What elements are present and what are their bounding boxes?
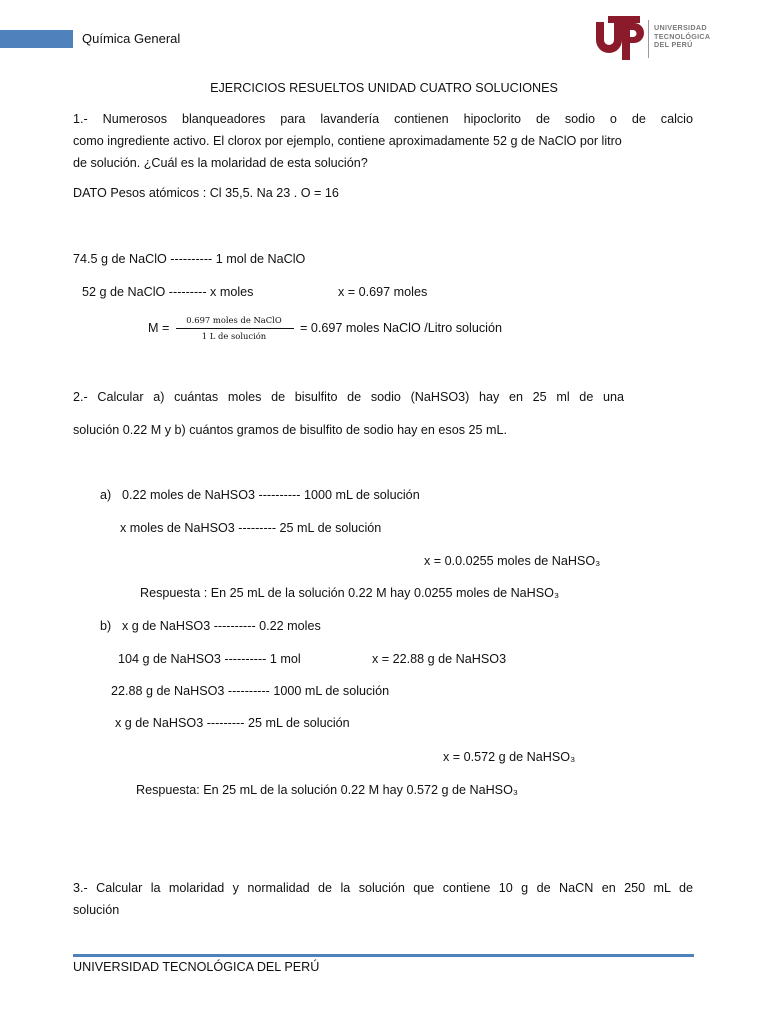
- logo-line-1: UNIVERSIDAD: [654, 23, 707, 32]
- q2-b-step-4: x g de NaHSO3 --------- 25 mL de solución: [115, 716, 350, 730]
- logo-line-3: DEL PERÚ: [654, 40, 693, 50]
- q2-b-step-5: x = 0.572 g de NaHSO₃: [443, 750, 576, 764]
- q1-fraction-bar: [176, 328, 294, 329]
- logo-divider: [648, 20, 649, 58]
- utp-logo-mark-icon: [592, 14, 648, 64]
- q2-b-step-1: x g de NaHSO3 ---------- 0.22 moles: [122, 619, 321, 633]
- q1-fraction-numerator: 0.697 moles de NaClO: [186, 315, 282, 325]
- q2-part-a-label: a): [100, 488, 112, 502]
- footer-text: UNIVERSIDAD TECNOLÓGICA DEL PERÚ: [73, 960, 320, 974]
- q2-b-step-3: 22.88 g de NaHSO3 ---------- 1000 mL de solución: [111, 684, 390, 698]
- q3-line-1: 3.- Calcular la molaridad y normalidad de la solución que contiene 10 g de NaCN en 250 mL de: [73, 881, 693, 895]
- question-1-text: [73, 108, 693, 174]
- question-3-text: [73, 877, 693, 921]
- document-title: EJERCICIOS RESUELTOS UNIDAD CUATRO SOLUCIONES: [210, 81, 558, 95]
- q1-fraction-denominator: 1 L de solución: [201, 331, 267, 341]
- q2-b-answer: Respuesta: En 25 mL de la solución 0.22 M hay 0.572 g de NaHSO₃: [136, 783, 518, 797]
- q1-line-3: de solución. ¿Cuál es la molaridad de esta solución?: [73, 156, 368, 170]
- q2-b-step-2-result: x = 22.88 g de NaHSO3: [372, 652, 507, 666]
- logo-line-2: TECNOLÓGICA: [654, 31, 711, 41]
- q3-line-2: solución: [73, 903, 120, 917]
- q2-a-step-2: x moles de NaHSO3 --------- 25 mL de solución: [120, 521, 382, 535]
- q2-b-step-2: 104 g de NaHSO3 ---------- 1 mol: [118, 652, 301, 666]
- q1-step-2: 52 g de NaClO --------- x moles: [82, 285, 254, 299]
- q1-step-1: 74.5 g de NaClO ---------- 1 mol de NaClO: [73, 252, 306, 266]
- q2-line-2: solución 0.22 M y b) cuántos gramos de bisulfito de sodio hay en esos 25 mL.: [73, 423, 508, 437]
- q1-molarity-result: = 0.697 moles NaClO /Litro solución: [300, 321, 502, 335]
- q2-a-step-1: 0.22 moles de NaHSO3 ---------- 1000 mL de solución: [122, 488, 420, 502]
- q2-part-b-label: b): [100, 619, 112, 633]
- q2-a-answer: Respuesta : En 25 mL de la solución 0.22 M hay 0.0255 moles de NaHSO₃: [140, 586, 560, 600]
- q1-step-2-result: x = 0.697 moles: [338, 285, 428, 299]
- header-accent-bar: [0, 30, 73, 48]
- q1-molarity-label: M =: [148, 321, 170, 335]
- logo-wordmark: [654, 24, 710, 50]
- course-title: Química General: [82, 31, 181, 46]
- utp-logo: [592, 14, 722, 64]
- q2-line-1: 2.- Calcular a) cuántas moles de bisulfito de sodio (NaHSO3) hay en 25 ml de una: [73, 390, 624, 404]
- footer-rule: [73, 954, 694, 957]
- q1-line-1: 1.- Numerosos blanqueadores para lavandería contienen hipoclorito de sodio o de calcio: [73, 112, 693, 126]
- q1-line-2: como ingrediente activo. El clorox por ejemplo, contiene aproximadamente 52 g de NaClO por litro: [73, 134, 622, 148]
- q1-atomic-weights: DATO Pesos atómicos : Cl 35,5. Na 23 . O = 16: [73, 186, 339, 200]
- q2-a-step-3: x = 0.0.0255 moles de NaHSO₃: [424, 554, 601, 568]
